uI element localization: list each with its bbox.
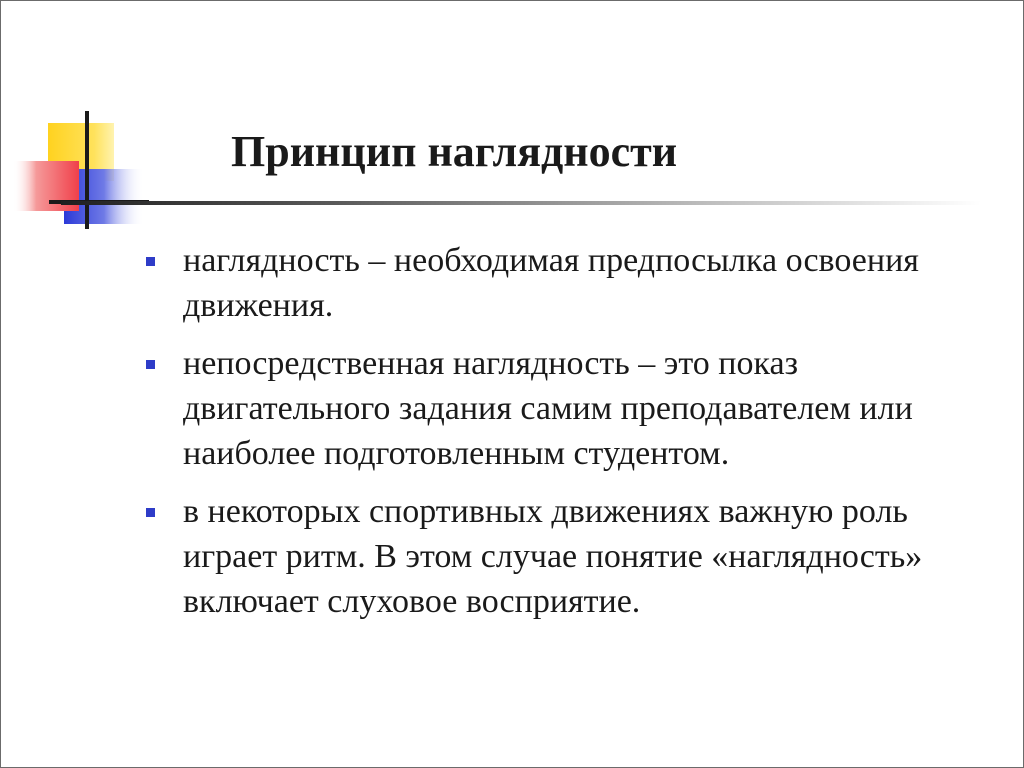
title-underline — [61, 201, 981, 205]
bullet-item — [146, 489, 976, 624]
bullet-square-icon — [146, 360, 155, 369]
corner-color-squares-icon — [1, 1, 161, 241]
bullet-item — [146, 341, 976, 476]
bullet-square-icon — [146, 257, 155, 266]
vertical-line — [85, 111, 89, 229]
bullet-text: непосредственная наглядность – это показ двигательного задания самим преподавателем или наиболее подготовленным студентом. — [183, 345, 913, 472]
bullet-item — [146, 238, 976, 328]
bullet-square-icon — [146, 508, 155, 517]
bullet-text: наглядность – необходимая предпосылка освоения движения. — [183, 242, 919, 324]
bullet-text: в некоторых спортивных движениях важную роль играет ритм. В этом случае понятие «наглядность» включает слуховое восприятие. — [183, 493, 923, 620]
slide-title: Принцип наглядности — [231, 127, 678, 176]
bullet-list — [146, 238, 976, 637]
